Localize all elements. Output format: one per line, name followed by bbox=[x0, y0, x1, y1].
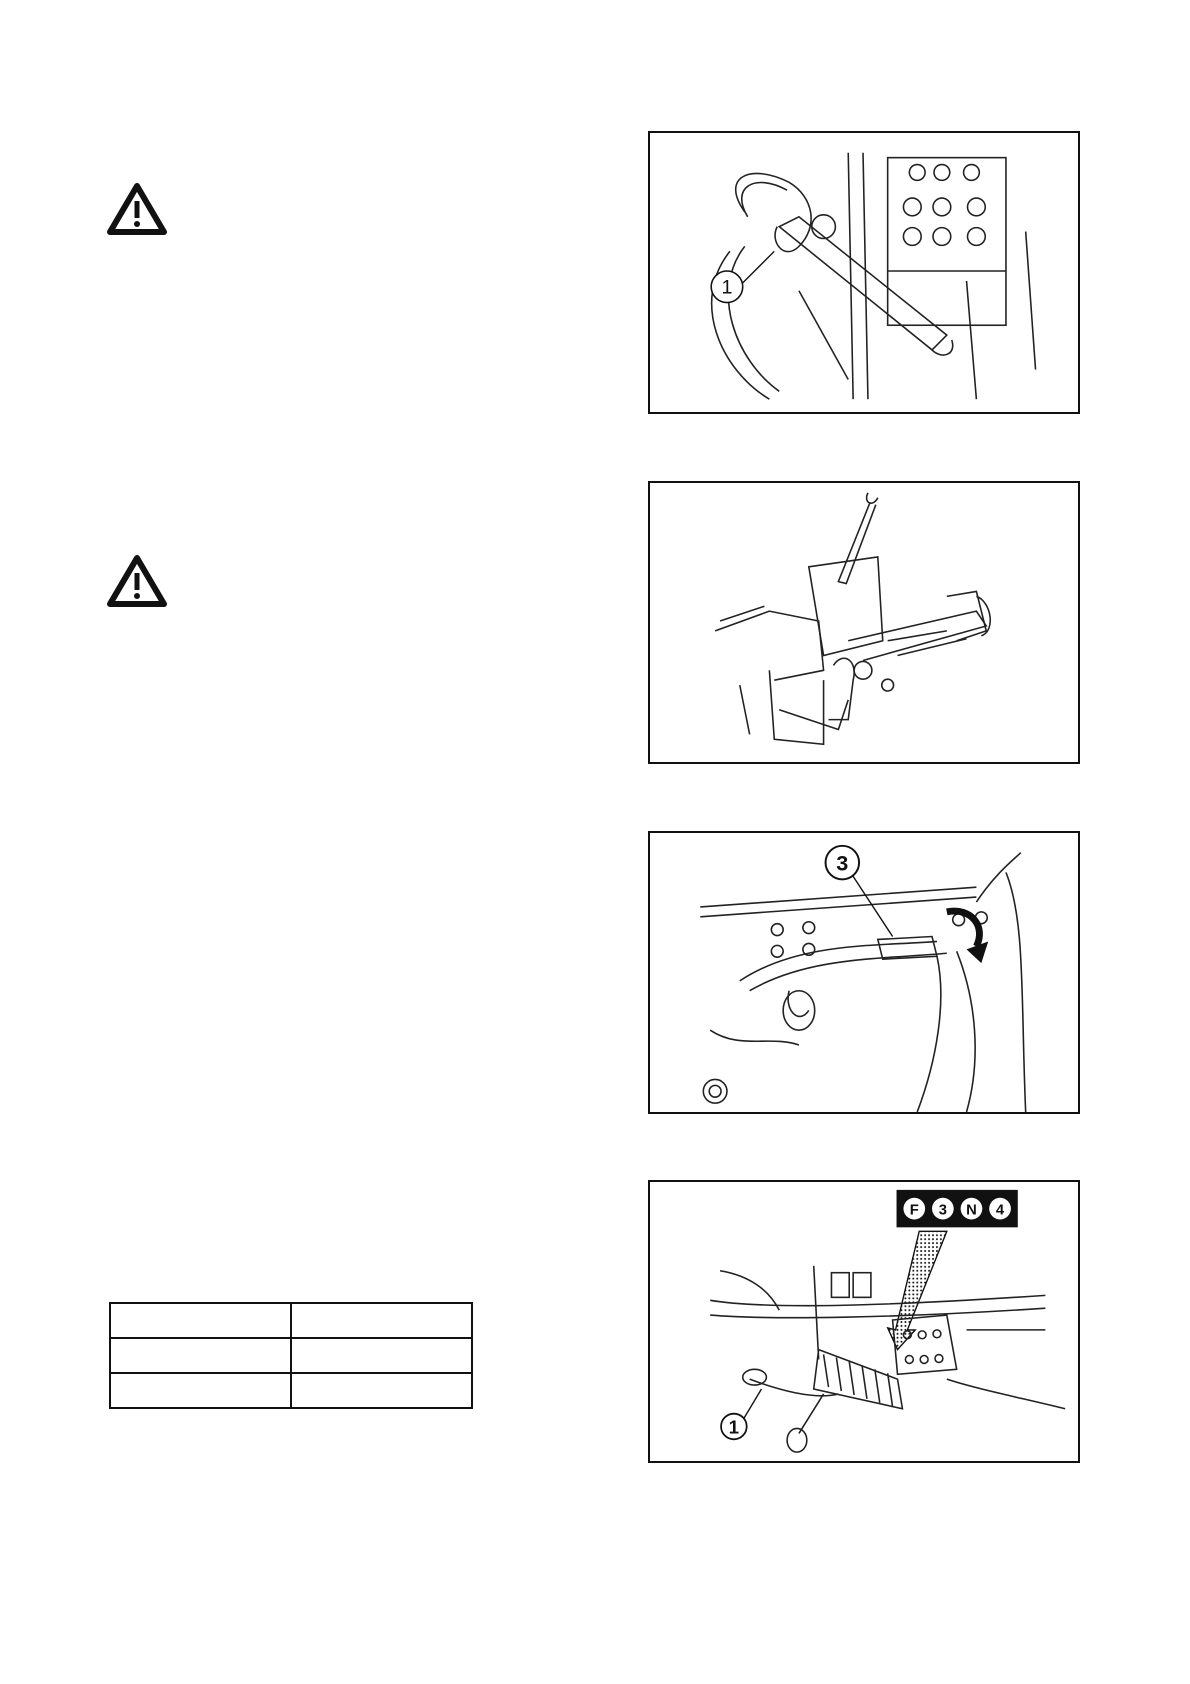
table-cell bbox=[110, 1338, 291, 1373]
table-row bbox=[110, 1373, 472, 1408]
table-cell bbox=[291, 1338, 472, 1373]
table-row bbox=[110, 1338, 472, 1373]
figure-top-link-hook bbox=[648, 131, 1080, 414]
figure-callout-number: 3 bbox=[836, 850, 849, 876]
warning-triangle-icon bbox=[107, 555, 167, 607]
spec-table bbox=[109, 1302, 473, 1409]
figure-hydraulic-coupling bbox=[648, 831, 1080, 1114]
figure-control-lever-selector bbox=[648, 1180, 1080, 1463]
svg-text:3: 3 bbox=[938, 1202, 947, 1219]
table-cell bbox=[110, 1373, 291, 1408]
table-cell bbox=[291, 1373, 472, 1408]
figure-callout-number: 1 bbox=[721, 276, 733, 299]
warning-triangle-icon bbox=[107, 183, 167, 235]
svg-text:4: 4 bbox=[995, 1202, 1005, 1219]
svg-text:F: F bbox=[909, 1202, 919, 1219]
table-cell bbox=[110, 1303, 291, 1338]
figure-lift-arms bbox=[648, 481, 1080, 764]
table-row bbox=[110, 1303, 472, 1338]
figure-callout-number: 1 bbox=[728, 1416, 740, 1438]
table-cell bbox=[291, 1303, 472, 1338]
svg-text:N: N bbox=[966, 1202, 977, 1219]
